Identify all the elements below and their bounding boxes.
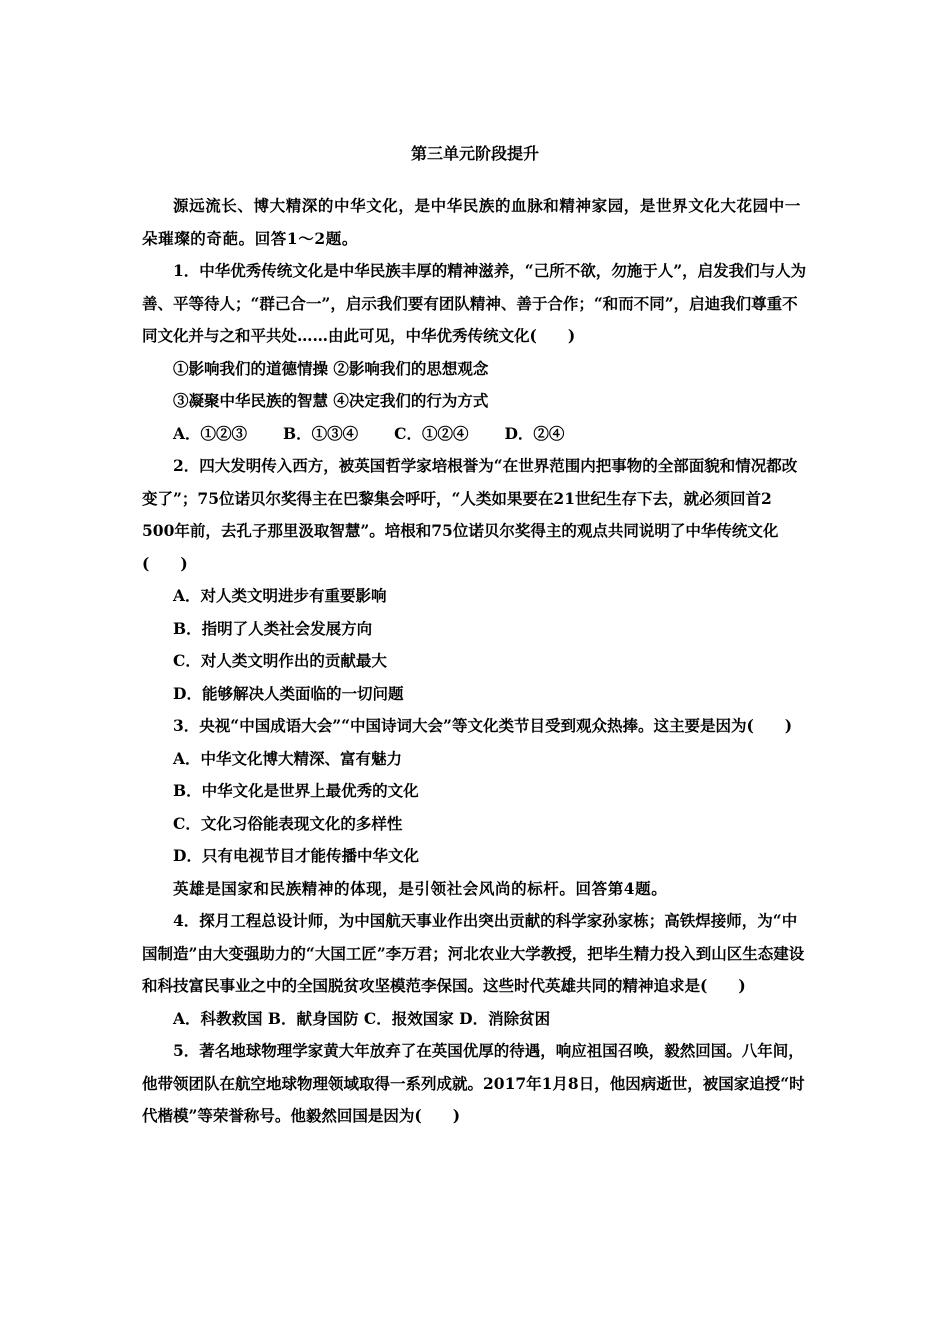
question-1-option-d: D．②④ [504, 423, 565, 443]
question-1-option-a: A．①②③ [173, 423, 248, 443]
question-5-stem: 5．著名地球物理学家黄大年放弃了在英国优厚的待遇，响应祖国召唤，毅然回国。八年间，他带领团队在航空地球物理领域取得一系列成就。2017年1月8日，他因病逝世，被国家追授“时代楷模”等荣誉称号。他毅然回国是因为( ) [142, 1041, 805, 1125]
question-3-option-c: C．文化习俗能表现文化的多样性 [173, 813, 403, 833]
question-1-stem: 1．中华优秀传统文化是中华民族丰厚的精神滋养，“己所不欲，勿施于人”，启发我们与人为善、平等待人；“群己合一”，启示我们要有团队精神、善于合作；“和而不同”，启迪我们尊重不同文化并与之和平共处……由此可见，中华优秀传统文化( ) [142, 261, 807, 345]
question-2-stem: 2．四大发明传入西方，被英国哲学家培根誉为“在世界范围内把事物的全部面貌和情况都改变了”；75位诺贝尔奖得主在巴黎集会呼吁，“人类如果要在21世纪生存下去，就必须回首2 [142, 456, 798, 508]
question-2-option-a: A．对人类文明进步有重要影响 [173, 586, 387, 605]
question-2-option-d: D．能够解决人类面临的一切问题 [173, 683, 404, 703]
question-3-option-b: B．中华文化是世界上最优秀的文化 [173, 781, 419, 800]
question-3-option-a: A．中华文化博大精深、富有魅力 [173, 748, 403, 768]
question-2-option-c: C．对人类文明作出的贡献最大 [173, 651, 387, 670]
page-title: 第三单元阶段提升 [410, 144, 539, 163]
question-1-option-c: C．①②④ [394, 423, 469, 443]
question-1-option-b: B．①③④ [283, 423, 359, 443]
question-2-option-b: B．指明了人类社会发展方向 [173, 618, 373, 638]
question-1-item-row-2: ③凝聚中华民族的智慧 ④决定我们的行为方式 [173, 391, 489, 410]
question-3-stem: 3．央视“中国成语大会”“中国诗词大会”等文化类节目受到观众热捧。这主要是因为( ) [173, 716, 793, 735]
intro-passage-1: 源远流长、博大精深的中华文化，是中华民族的血脉和精神家园，是世界文化大花园中一朵璀璨的奇葩。回答1～2题。 [142, 196, 801, 248]
question-2-stem-continued: 500年前，去孔子那里汲取智慧”。培根和75位诺贝尔奖得主的观点共同说明了中华传统文化( ) [142, 521, 779, 573]
intro-passage-2: 英雄是国家和民族精神的体现，是引领社会风尚的标杆。回答第4题。 [173, 878, 668, 898]
question-1-options [142, 418, 810, 451]
question-3-option-d: D．只有电视节目才能传播中华文化 [173, 846, 419, 865]
document-body [142, 190, 810, 1133]
question-4-stem: 4．探月工程总设计师，为中国航天事业作出突出贡献的科学家孙家栋；高铁焊接师，为“中国制造”由大变强助力的“大国工匠”李万君；河北农业大学教授，把毕生精力投入到山区生态建设和科技富民事业之中的全国脱贫攻坚模范李保国。这些时代英雄共同的精神追求是( ) [142, 911, 805, 995]
question-1-item-row-1: ①影响我们的道德情操 ②影响我们的思想观念 [173, 358, 489, 378]
question-4-options: A．科教救国 B．献身国防 C．报效国家 D．消除贫困 [173, 1008, 551, 1028]
